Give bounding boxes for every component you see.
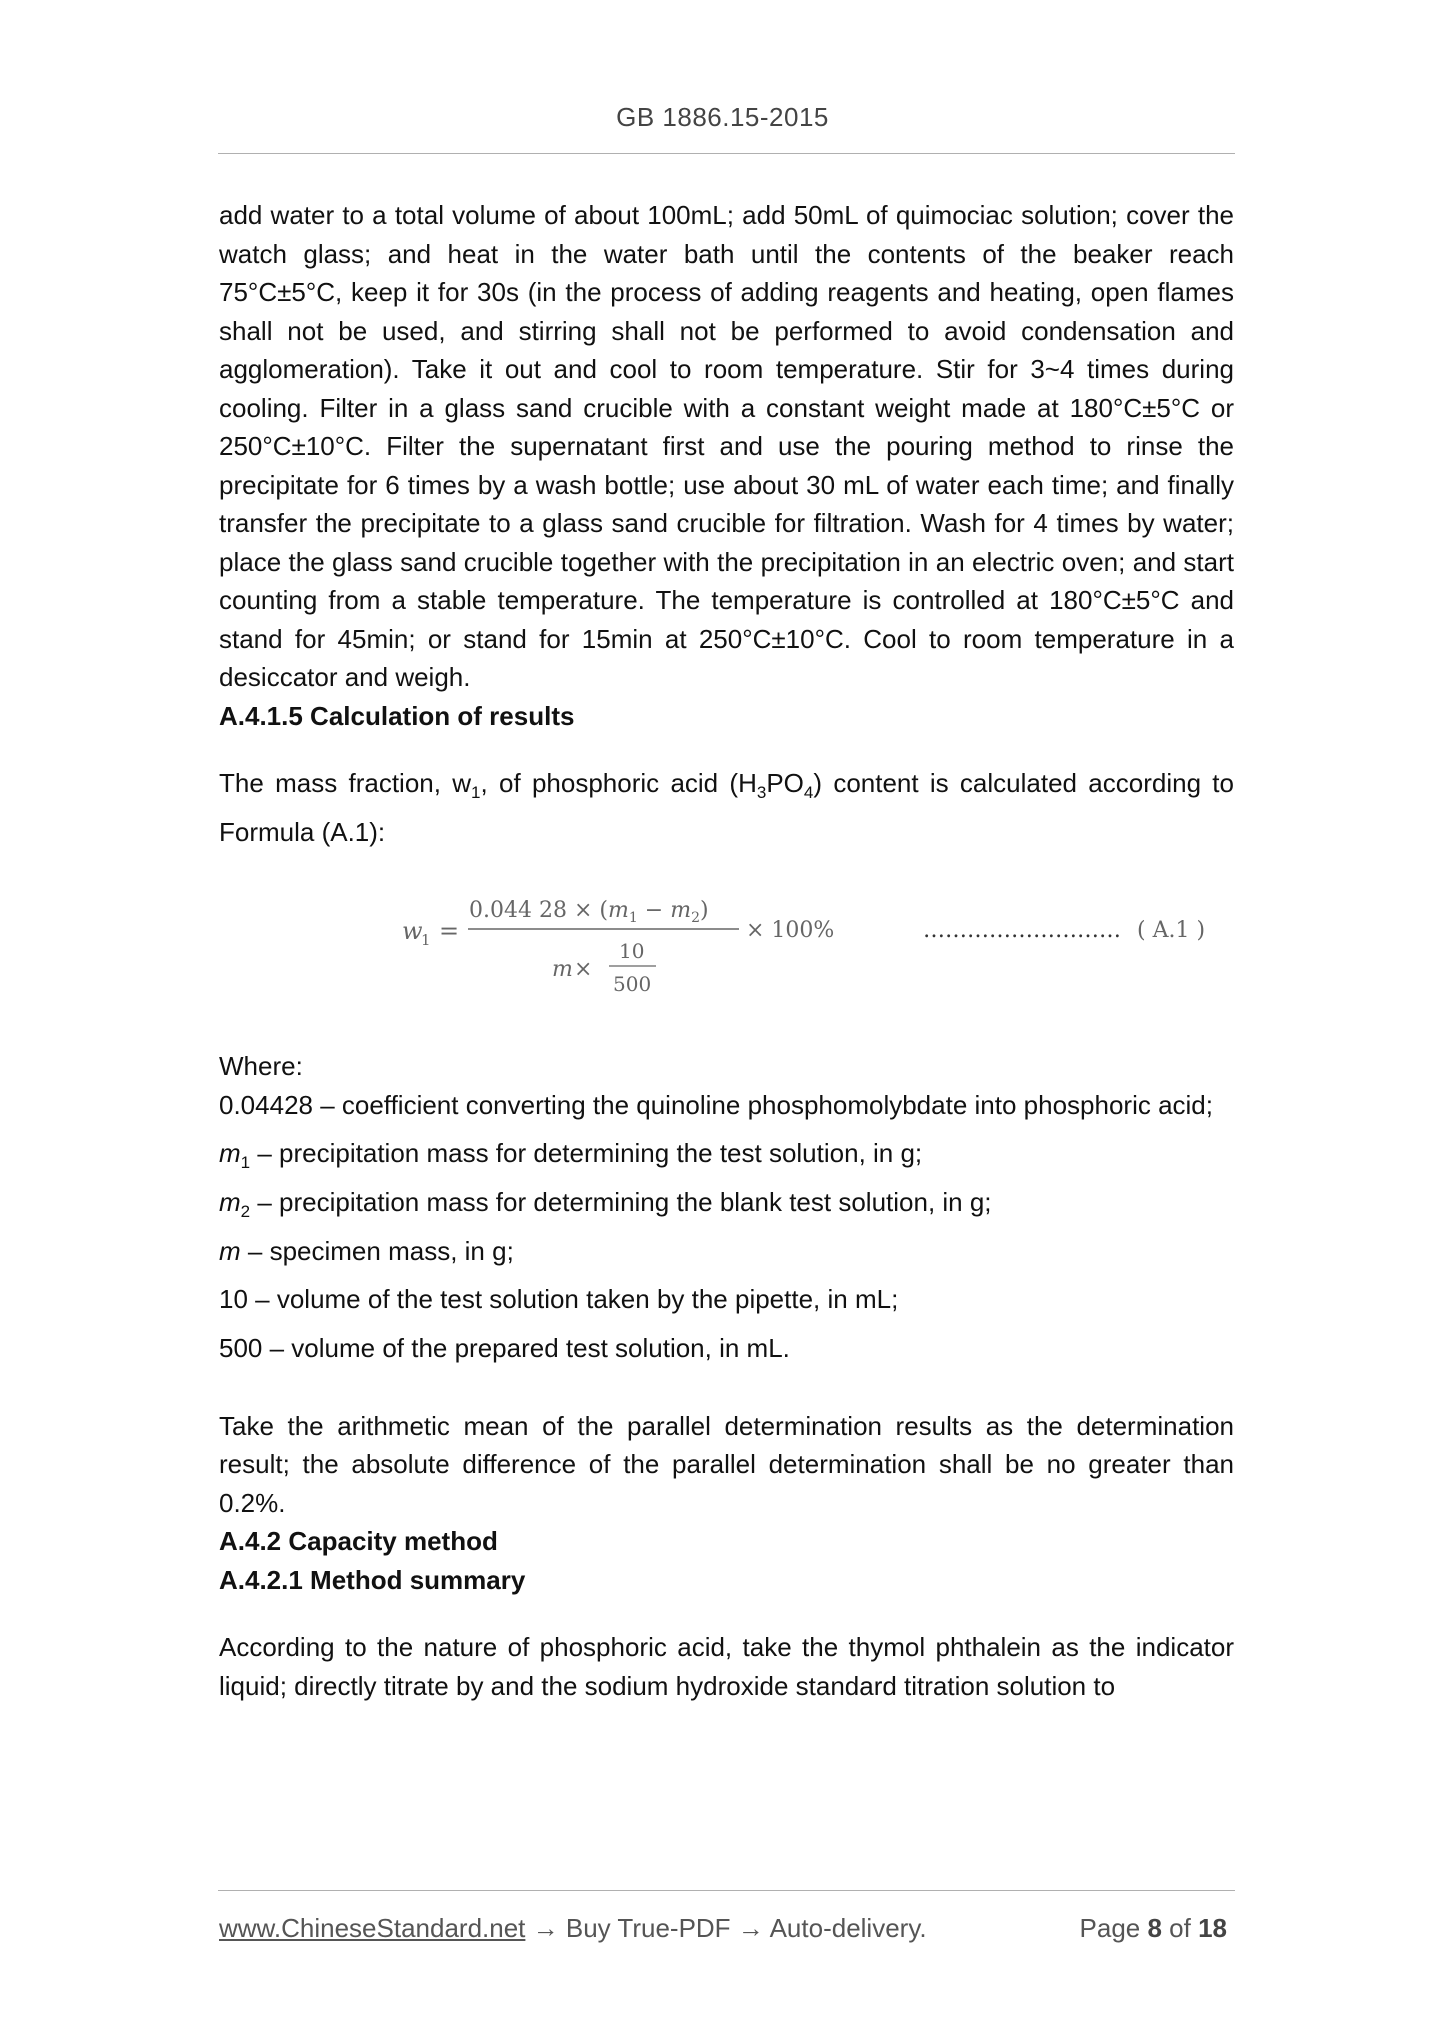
formula-coefficient: 0.044 28 × (: [469, 898, 608, 924]
mass-fraction-sub-w: 1: [471, 783, 481, 803]
formula-inner-denominator: 500: [613, 972, 652, 997]
formula-a1-graphic: [219, 871, 1234, 1019]
current-page: 8: [1147, 1913, 1162, 1943]
section-heading-a415: A.4.1.5 Calculation of results: [219, 700, 575, 731]
formula-close-paren: ): [700, 898, 709, 924]
formula-m: m: [670, 898, 692, 924]
formula-equals: =: [439, 917, 460, 946]
definition-symbol-sub: 2: [240, 1202, 251, 1222]
of-word: of: [1161, 1913, 1199, 1943]
definition-symbol: m: [219, 1235, 241, 1266]
formula-label: ( A.1 ): [1137, 918, 1206, 944]
definition-text: – precipitation mass for determining the test solution, in g;: [250, 1138, 923, 1169]
document-code-header: GB 1886.15-2015: [616, 102, 829, 132]
definition-item: [219, 1329, 1234, 1378]
intro-paragraph: add water to a total volume of about 100mL; add 50mL of quimociac solution; cover the watch glass; and heat in the water bath until the contents of the beaker reach 75°C±5°C, keep it for 30s (in the process of adding reagents and heating, open flames shall not be used, and stirring shall not be performed to avoid condensation and agglomeration). Take it out and cool to room temperature. Stir for 3~4 times during cooling. Filter in a glass sand crucible with a constant weight made at 180°C±5°C or 250°C±10°C. Filter the supernatant first and use the pouring method to rinse the precipitate for 6 times by a wash bottle; use about 30 mL of water each time; and finally transfer the precipitate to a glass sand crucible for filtration. Wash for 4 times by water; place the glass sand crucible together with the precipitation in an electric oven; and start counting from a stable temperature. The temperature is controlled at 180°C±5°C and stand for 45min; or stand for 15min at 250°C±10°C. Cool to room temperature in a desiccator and weigh.: [219, 200, 1234, 692]
mass-fraction-text: ) content is calculated according to Formula (A.1):: [219, 768, 1234, 847]
formula-a1: [219, 871, 1234, 1019]
footer-divider: [218, 1890, 1235, 1891]
definition-text: – specimen mass, in g;: [240, 1235, 514, 1266]
buy-true-pdf-text: Buy True-PDF: [565, 1913, 731, 1943]
section-heading-a42: A.4.2 Capacity method: [219, 1526, 498, 1557]
mass-fraction-text: The mass fraction, w: [219, 768, 472, 798]
formula-numerator: [469, 898, 709, 926]
mass-fraction-sub-h: 3: [756, 783, 767, 803]
header-divider: [218, 153, 1235, 154]
definition-item: [219, 1280, 1234, 1329]
definition-text: 10 – volume of the test solution taken by the pipette, in mL;: [219, 1284, 899, 1315]
definition-item: [219, 1086, 1234, 1135]
definition-text: 0.04428 – coefficient converting the quinoline phosphomolybdate into phosphoric acid;: [219, 1089, 1213, 1120]
formula-denominator-times: ×: [574, 957, 593, 983]
formula-m-sub1: 1: [628, 910, 638, 927]
page-footer: [219, 1913, 1235, 1944]
definition-item: [219, 1183, 1234, 1232]
formula-inner-numerator: 10: [619, 939, 645, 964]
page-word: Page: [1079, 1913, 1148, 1943]
definition-symbol: m: [219, 1187, 241, 1218]
footer-arrow: →: [525, 1913, 566, 1943]
formula-denominator-m: m: [552, 957, 573, 983]
section-heading-a421: A.4.2.1 Method summary: [219, 1564, 526, 1595]
total-pages: 18: [1198, 1913, 1227, 1943]
auto-delivery-text: Auto-delivery.: [769, 1913, 927, 1943]
arithmetic-mean-paragraph: Take the arithmetic mean of the parallel determination results as the determination result; the absolute difference of the parallel determination shall be no greater than 0.2%.: [219, 1410, 1234, 1518]
formula-leader-dots: ………………………: [923, 918, 1121, 944]
website-link[interactable]: www.ChineseStandard.net: [219, 1913, 526, 1943]
definitions-list: [219, 1086, 1234, 1378]
mass-fraction-text: PO: [766, 768, 804, 798]
method-summary-paragraph: According to the nature of phosphoric acid, take the thymol phthalein as the indicator liquid; directly titrate by and the sodium hydroxide standard titration solution to: [219, 1632, 1234, 1701]
definition-text: 500 – volume of the prepared test solution, in mL.: [219, 1333, 790, 1364]
mass-fraction-text: , of phosphoric acid (H: [480, 768, 757, 798]
definition-text: – precipitation mass for determining the blank test solution, in g;: [250, 1187, 992, 1218]
mass-fraction-sub-o: 4: [803, 783, 814, 803]
definition-item: [219, 1134, 1234, 1183]
mass-fraction-paragraph: [219, 764, 1234, 851]
where-label: Where:: [219, 1051, 303, 1082]
page-content: [219, 196, 1234, 1705]
formula-m-sub2: 2: [691, 910, 700, 927]
page-number: [1080, 1913, 1227, 1944]
formula-lhs-sub: 1: [421, 931, 431, 950]
formula-m: m: [607, 898, 629, 924]
definition-item: [219, 1232, 1234, 1281]
definition-symbol: m: [219, 1138, 241, 1169]
formula-lhs: w: [402, 917, 423, 946]
formula-minus: −: [637, 898, 671, 924]
definition-symbol-sub: 1: [240, 1153, 251, 1173]
footer-arrow: →: [730, 1913, 770, 1943]
formula-percent: × 100%: [746, 918, 835, 944]
